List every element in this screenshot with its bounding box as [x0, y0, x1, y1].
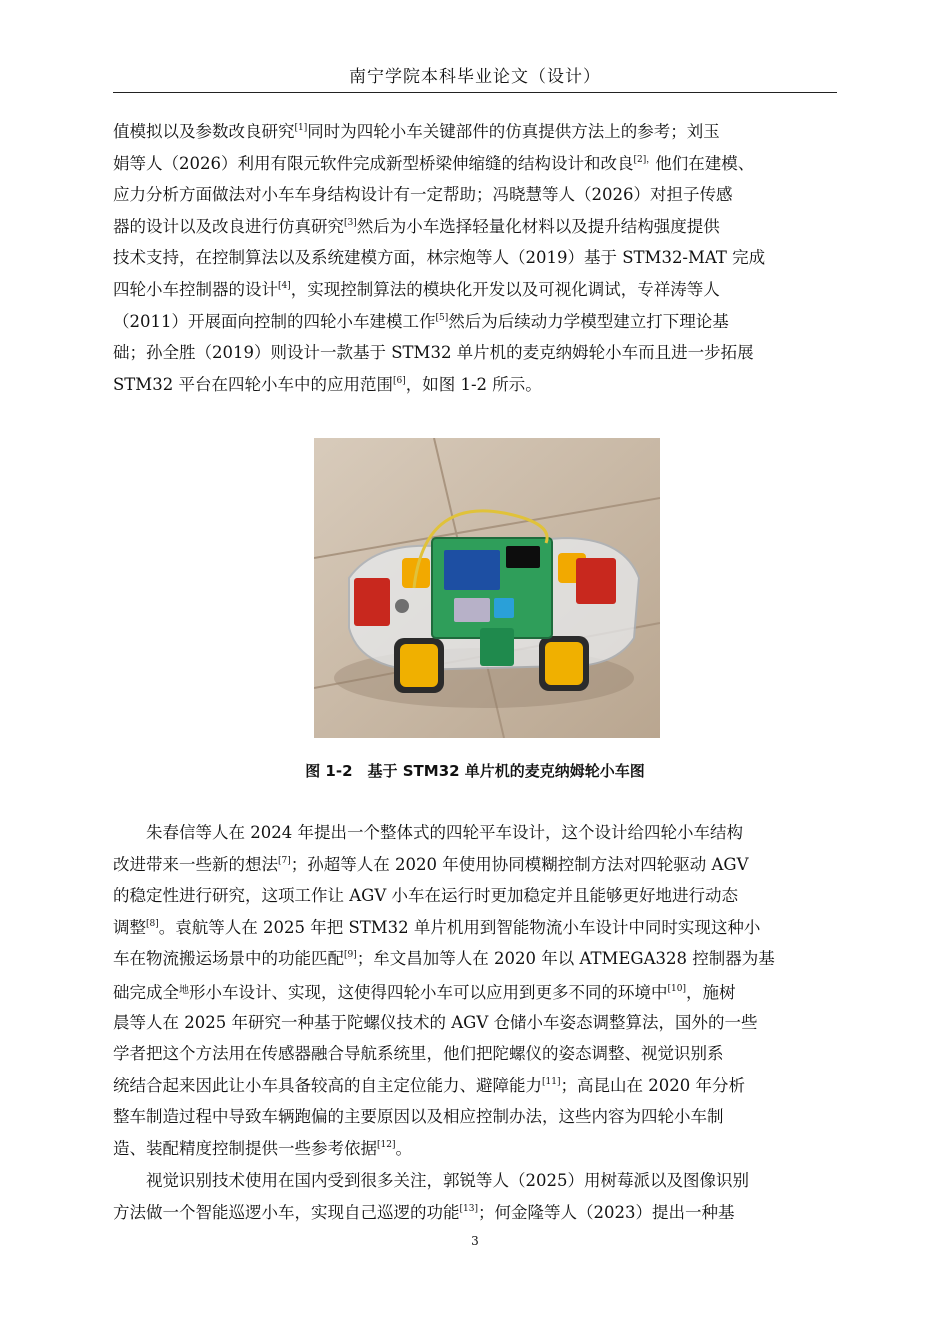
text-line: 四轮小车控制器的设计[4]，实现控制算法的模块化开发以及可视化调试，专祥涛等人 — [113, 279, 720, 299]
citation[interactable]: [6] — [392, 375, 406, 386]
citation[interactable]: [3] — [344, 217, 357, 228]
paragraph-2 — [113, 817, 837, 1165]
page-header-title: 南宁学院本科毕业论文（设计） — [349, 67, 601, 87]
citation[interactable]: [4] — [278, 280, 291, 291]
text-line: 应力分析方面做法对小车车身结构设计有一定帮助；冯晓慧等人（2026）对担子传感 — [113, 185, 733, 205]
citation[interactable]: [13] — [459, 1203, 478, 1214]
citation[interactable]: [9] — [344, 950, 357, 961]
small-glyph: 地 — [179, 984, 189, 996]
text-line: 视觉识别技术使用在国内受到很多关注，郭锐等人（2025）用树莓派以及图像识别 — [113, 1171, 749, 1190]
text-line: 晨等人在 2025 年研究一种基于陀螺仪技术的 AGV 仓储小车姿态调整算法，国外的一些 — [113, 1012, 758, 1032]
text-line: 础完成全$^地$形小车设计、实现，这使得四轮小车可以应用到更多不同的环境中[10]，施树 — [113, 982, 736, 1002]
text-line: 整车制造过程中导致车辆跑偏的主要原因以及相应控制办法，这些内容为四轮小车制 — [113, 1107, 724, 1127]
citation[interactable]: [2]， — [633, 154, 656, 165]
text-line: 调整[8]。袁航等人在 2025 年把 STM32 单片机用到智能物流小车设计中同时实现这种小 — [113, 917, 761, 937]
robot-car-photo — [314, 438, 660, 738]
page-number: 3 — [471, 1234, 479, 1248]
text-line: STM32 平台在四轮小车中的应用范围[6]，如图 1-2 所示。 — [113, 374, 542, 394]
paragraph-3 — [113, 1165, 837, 1228]
citation[interactable]: [12] — [377, 1139, 396, 1150]
figure-caption: 图 1-2 基于 STM32 单片机的麦克纳姆轮小车图 — [305, 762, 645, 780]
citation[interactable]: [5] — [435, 312, 449, 323]
citation[interactable]: [8] — [146, 918, 159, 929]
text-line: 统结合起来因此让小车具备较高的自主定位能力、避障能力[11]；高昆山在 2020 年分析 — [113, 1075, 745, 1095]
text-line: （2011）开展面向控制的四轮小车建模工作[5]然后为后续动力学模型建立打下理论基 — [113, 311, 729, 331]
citation[interactable]: [1] — [294, 123, 308, 133]
text-line: 学者把这个方法用在传感器融合导航系统里，他们把陀螺仪的姿态调整、视觉识别系 — [113, 1044, 724, 1064]
text-line: 值模拟以及参数改良研究[1]同时为四轮小车关键部件的仿真提供方法上的参考；刘玉 — [113, 122, 720, 141]
text-line: 技术支持，在控制算法以及系统建模方面，林宗炮等人（2019）基于 STM32-MAT 完成 — [113, 248, 766, 268]
text-line: 造、装配精度控制提供一些参考依据[12]。 — [113, 1138, 412, 1158]
text-line: 方法做一个智能巡逻小车，实现自己巡逻的功能[13]；何金隆等人（2023）提出一种基 — [113, 1202, 735, 1222]
header-rule — [113, 92, 837, 93]
text-line: 车在物流搬运场景中的功能匹配[9]；牟文昌加等人在 2020 年以 ATMEGA328 控制器为基 — [113, 949, 775, 969]
citation[interactable]: [11] — [542, 1076, 561, 1087]
text-line: 器的设计以及改良进行仿真研究[3]然后为小车选择轻量化材料以及提升结构强度提供 — [113, 216, 720, 236]
text-line: 础；孙全胜（2019）则设计一款基于 STM32 单片机的麦克纳姆轮小车而且进一步拓展 — [113, 343, 754, 363]
text-line: 朱春信等人在 2024 年提出一个整体式的四轮平车设计，这个设计给四轮小车结构 — [113, 823, 743, 842]
text-line: 的稳定性进行研究，这项工作让 AGV 小车在运行时更加稳定并且能够更好地进行动态 — [113, 886, 739, 906]
paragraph-1 — [113, 116, 837, 400]
text-line: 改进带来一些新的想法[7]；孙超等人在 2020 年使用协同模糊控制方法对四轮驱动 AGV — [113, 854, 749, 874]
text-line: 娟等人（2026）利用有限元软件完成新型桥梁伸缩缝的结构设计和改良$^{[2],}$他们在建模、 — [113, 153, 755, 173]
citation[interactable]: [7] — [278, 855, 291, 866]
citation[interactable]: [10] — [667, 983, 686, 994]
